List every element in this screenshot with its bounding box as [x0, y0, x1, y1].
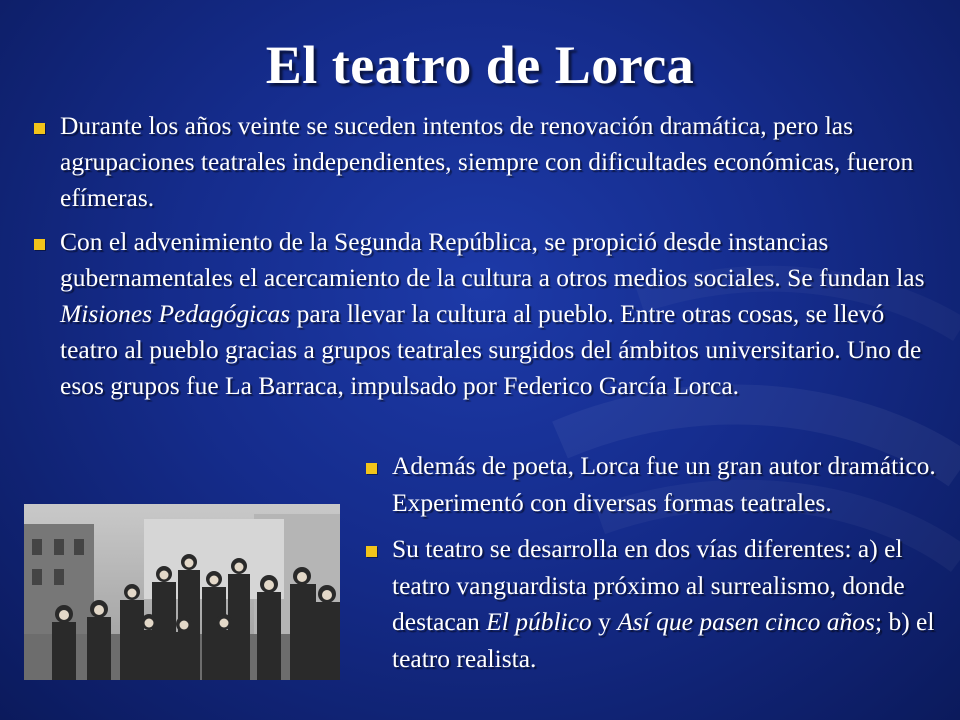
bullet-item: [22, 224, 942, 404]
square-bullet-icon: [34, 239, 45, 250]
bullet-text-part: Su teatro se desarrolla en dos vías diferentes: a) el teatro vanguardista próximo al surrealismo, donde destacan: [392, 534, 905, 636]
bullet-italic-title: El público: [486, 607, 592, 636]
bullet-text: Además de poeta, Lorca fue un gran autor dramático. Experimentó con diversas formas teatrales.: [392, 451, 936, 517]
bottom-bullet-list: [354, 448, 954, 687]
square-bullet-icon: [34, 123, 45, 134]
bullet-item: [354, 531, 954, 677]
bullet-text-part: Con el advenimiento de la Segunda República, se propició desde instancias gubernamentales el acercamiento de la cultura a otros medios sociales. Se fundan las: [60, 227, 925, 292]
top-bullet-list: [22, 108, 942, 412]
bullet-item: [22, 108, 942, 216]
square-bullet-icon: [366, 463, 377, 474]
bullet-item: [354, 448, 954, 521]
square-bullet-icon: [366, 546, 377, 557]
slide-title: El teatro de Lorca: [265, 35, 695, 95]
bullet-italic-title: Misiones Pedagógicas: [60, 299, 291, 328]
bullet-text-part: y: [591, 607, 618, 636]
bullet-text: Durante los años veinte se suceden intentos de renovación dramática, pero las agrupaciones teatrales independientes, siempre con dificultades económicas, fueron efímeras.: [60, 111, 914, 212]
bullet-text-part: ; b) el teatro realista.: [392, 607, 935, 673]
la-barraca-group-photo: [24, 504, 340, 680]
group-photo-image: [24, 504, 340, 680]
bullet-text-part: para llevar la cultura al pueblo. Entre otras cosas, se llevó teatro al pueblo gracias a grupos teatrales surgidos del ámbitos universitario. Uno de esos grupos fue La Barraca, impulsado por Federico García Lorca.: [60, 299, 922, 400]
bullet-italic-title: Así que pasen cinco años: [617, 607, 875, 636]
